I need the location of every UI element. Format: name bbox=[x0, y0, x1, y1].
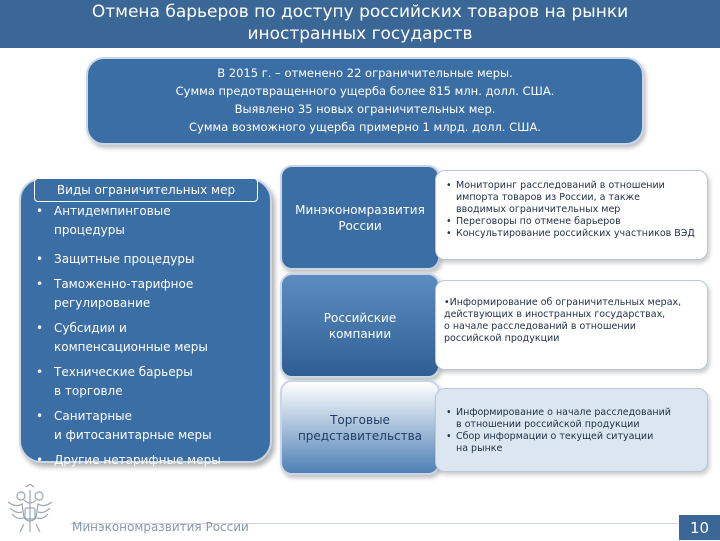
list-item bbox=[24, 202, 264, 240]
list-item bbox=[446, 407, 703, 431]
restriction-types-heading: Виды ограничительных мер bbox=[34, 178, 258, 202]
bullet-icon: • bbox=[36, 277, 44, 291]
bullet-icon: • bbox=[446, 228, 452, 239]
org-label-line: Минэкономразвития bbox=[295, 202, 425, 217]
list-item-line: Консультирование российских участников ВЭД bbox=[456, 228, 695, 239]
footer-org-name: Минэкономразвития России bbox=[72, 520, 249, 534]
detail-line: действующих в иностранных государствах, bbox=[444, 309, 666, 320]
list-item-line: компенсационные меры bbox=[54, 340, 208, 354]
list-item-line: Таможенно-тарифное bbox=[54, 277, 194, 291]
list-item-line: Информирование о начале расследований bbox=[456, 407, 671, 418]
double-headed-eagle-emblem-icon bbox=[4, 484, 56, 538]
list-item bbox=[446, 180, 703, 216]
list-item-line: и фитосанитарные меры bbox=[54, 428, 212, 442]
list-item bbox=[24, 363, 264, 401]
org-label-line: России bbox=[338, 218, 382, 233]
bullet-icon: • bbox=[446, 216, 452, 227]
list-item bbox=[446, 228, 703, 240]
list-item bbox=[24, 319, 264, 357]
stats-line-1: В 2015 г. – отменено 22 ограничительные меры. bbox=[217, 66, 513, 80]
list-item-line: Субсидии и bbox=[54, 321, 127, 335]
slide-title-line-1: Отмена барьеров по доступу российских товаров на рынки bbox=[91, 2, 629, 22]
restriction-types-list bbox=[24, 202, 264, 470]
list-item-line: Сбор информации о текущей ситуации bbox=[456, 431, 654, 442]
list-item-line: в отношении российской продукции bbox=[456, 419, 640, 430]
stats-line-3: Выявлено 35 новых ограничительных мер. bbox=[234, 102, 496, 116]
list-item-line: Защитные процедуры bbox=[54, 252, 195, 266]
list-item bbox=[24, 275, 264, 313]
list-item-line: на рынке bbox=[456, 443, 503, 454]
slide-title-line-2: иностранных государств bbox=[247, 24, 473, 44]
bullet-icon: • bbox=[446, 407, 452, 418]
list-item-line: Санитарные bbox=[54, 409, 133, 423]
list-item-line: в торговле bbox=[54, 384, 123, 398]
ministry-functions-box bbox=[435, 170, 708, 260]
list-item-line: Другие нетарифные меры bbox=[54, 453, 221, 467]
list-item bbox=[446, 431, 703, 455]
list-item bbox=[24, 407, 264, 445]
org-label-line: Российские bbox=[323, 310, 397, 325]
list-item bbox=[446, 216, 703, 228]
page-number: 10 bbox=[679, 515, 720, 540]
org-label-line: Торговые bbox=[330, 412, 390, 427]
stats-line-2: Сумма предотвращенного ущерба более 815 млн. долл. США. bbox=[175, 84, 555, 98]
org-box-trade-missions bbox=[280, 380, 440, 475]
org-label-line: представительства bbox=[297, 428, 423, 443]
companies-functions-box bbox=[435, 280, 708, 370]
detail-line: •Информирование об ограничительных мерах, bbox=[444, 297, 682, 308]
bullet-icon: • bbox=[446, 180, 452, 191]
bullet-icon: • bbox=[36, 252, 44, 266]
org-box-ministry bbox=[280, 165, 440, 270]
bullet-icon: • bbox=[446, 431, 452, 442]
bullet-icon: • bbox=[36, 453, 44, 467]
trade-missions-functions-box bbox=[435, 388, 708, 472]
org-box-russian-companies bbox=[280, 273, 440, 378]
bullet-icon: • bbox=[36, 321, 44, 335]
list-item-line: Антидемпинговые bbox=[54, 204, 171, 218]
stats-line-4: Сумма возможного ущерба примерно 1 млрд. долл. США. bbox=[189, 120, 541, 134]
list-item bbox=[24, 250, 264, 269]
detail-line: о начале расследований в отношении bbox=[444, 321, 636, 332]
list-item-line: регулирование bbox=[54, 296, 151, 310]
bullet-icon: • bbox=[36, 365, 44, 379]
list-item-line: Мониторинг расследований в отношении bbox=[456, 180, 665, 191]
list-item bbox=[24, 451, 264, 470]
list-item-line: вводимых ограничительных мер bbox=[456, 204, 621, 215]
list-item-line: процедуры bbox=[54, 223, 125, 237]
bullet-icon: • bbox=[36, 204, 44, 218]
detail-line: российской продукции bbox=[444, 333, 560, 344]
statistics-box bbox=[86, 57, 644, 145]
org-label-line: компании bbox=[328, 326, 392, 341]
bullet-icon: • bbox=[36, 409, 44, 423]
list-item-line: импорта товаров из России, а также bbox=[456, 192, 640, 203]
list-item-line: Технические барьеры bbox=[54, 365, 193, 379]
slide-title bbox=[0, 0, 720, 48]
list-item-line: Переговоры по отмене барьеров bbox=[456, 216, 621, 227]
